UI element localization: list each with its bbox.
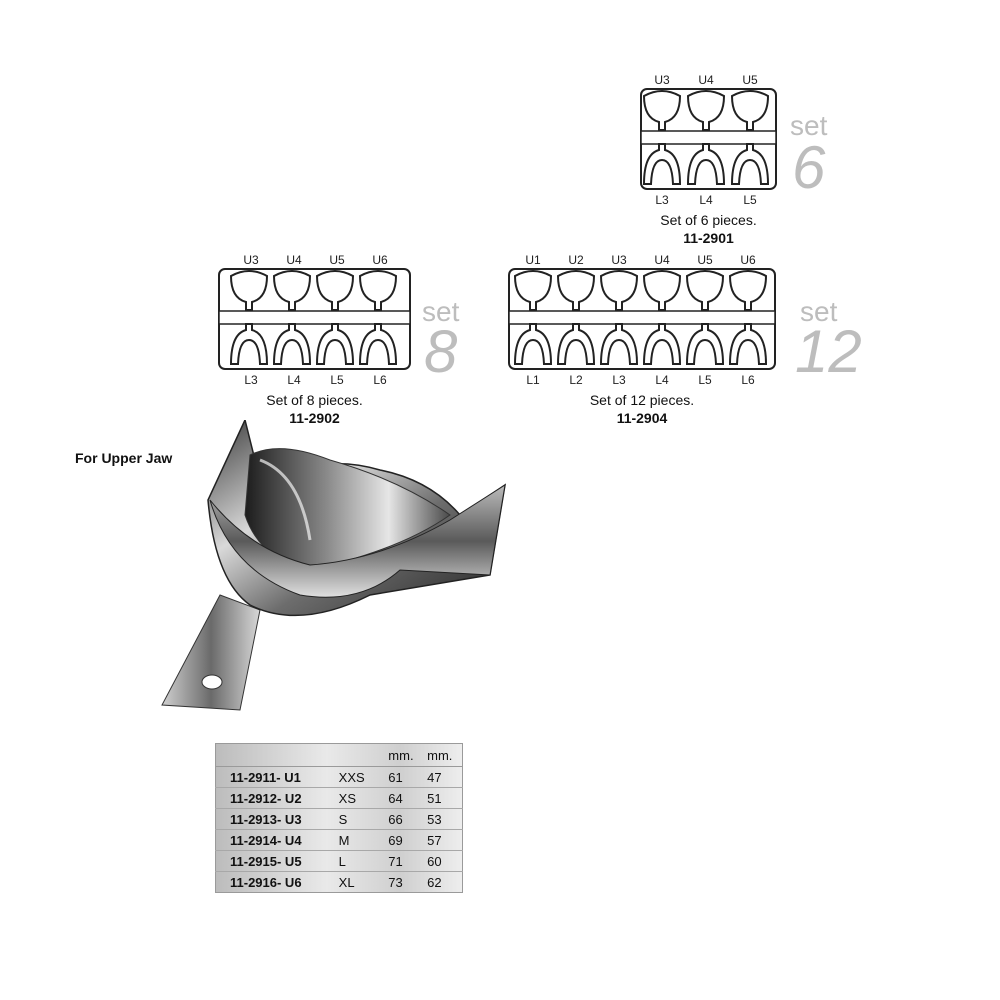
set-caption: Set of 6 pieces. (660, 212, 757, 228)
size-label-upper: U5 (697, 253, 713, 267)
table-cell-code: 11-2912- U2 (216, 788, 335, 809)
table-row (216, 851, 463, 872)
size-label-lower: L3 (612, 373, 626, 387)
set-12-case-illustration (508, 268, 776, 370)
table-header-row (216, 744, 463, 767)
table-cell-size: XXS (335, 767, 385, 788)
size-label-lower: L2 (569, 373, 583, 387)
table-cell-code: 11-2915- U5 (216, 851, 335, 872)
set-6-case (640, 88, 777, 190)
size-label-upper: U5 (329, 253, 345, 267)
size-label-lower: L5 (698, 373, 712, 387)
table-cell-mm-b: 47 (423, 767, 462, 788)
size-label-lower: L6 (373, 373, 387, 387)
size-label-lower: L4 (287, 373, 301, 387)
upper-jaw-title: For Upper Jaw (75, 450, 173, 466)
table-row (216, 809, 463, 830)
size-label-upper: U4 (286, 253, 302, 267)
table-cell-size: XL (338, 874, 355, 890)
size-label-upper: U5 (742, 73, 758, 87)
set-number: 12 (795, 318, 862, 385)
impression-tray-illustration (150, 420, 510, 720)
set-caption: Set of 12 pieces. (589, 392, 695, 408)
size-label-lower: L6 (741, 373, 755, 387)
size-label-lower: L3 (244, 373, 258, 387)
size-label-upper: U2 (568, 253, 584, 267)
table-row (216, 788, 463, 809)
set-word: set (790, 110, 828, 141)
set-word: set (800, 296, 838, 327)
table-cell-mm-b: 60 (423, 851, 462, 872)
size-label-upper: U3 (654, 73, 670, 87)
size-label-upper: U6 (372, 253, 388, 267)
table-cell-mm-b: 51 (423, 788, 462, 809)
table-cell-mm-a: 69 (384, 830, 423, 851)
table-cell-mm-b: 62 (427, 874, 442, 890)
table-cell-mm-b: 57 (423, 830, 462, 851)
size-label-upper: U6 (740, 253, 756, 267)
size-label-upper: U3 (611, 253, 627, 267)
set-number: 8 (424, 318, 458, 385)
set-code: 11-2904 (616, 410, 668, 426)
size-label-lower: L3 (655, 193, 669, 207)
table-header-cell: mm. (384, 744, 423, 767)
size-label-upper: U4 (654, 253, 670, 267)
set-word: set (422, 296, 460, 327)
table-cell-size: XS (335, 788, 385, 809)
size-label-lower: L4 (655, 373, 669, 387)
table-cell-code: 11-2914- U4 (216, 830, 335, 851)
table-cell-mm-b: 53 (423, 809, 462, 830)
table-cell-mm-a: 64 (384, 788, 423, 809)
table-cell-mm-a: 71 (384, 851, 423, 872)
table-row (216, 872, 463, 893)
set-code: 11-2901 (683, 230, 734, 246)
size-label-lower: L5 (743, 193, 757, 207)
size-label-lower: L1 (526, 373, 540, 387)
table-cell-size: S (335, 809, 385, 830)
set-8-case (218, 268, 411, 370)
upper-jaw-tray-image (150, 420, 510, 725)
table-cell-size: M (335, 830, 385, 851)
table-cell-mm-a: 73 (388, 874, 403, 890)
set-caption: Set of 8 pieces. (266, 392, 363, 408)
size-label-upper: U4 (698, 73, 714, 87)
table-cell-code: 11-2913- U3 (216, 809, 335, 830)
table-cell-size: L (335, 851, 385, 872)
set-code: 11-2902 (289, 410, 340, 426)
size-label-lower: L4 (699, 193, 713, 207)
set-6-case-illustration (640, 88, 777, 190)
table-cell-mm-a: 61 (384, 767, 423, 788)
table-cell-mm-a: 66 (384, 809, 423, 830)
set-number: 6 (792, 134, 826, 201)
table-row (216, 830, 463, 851)
spec-table (215, 743, 463, 893)
set-12-case (508, 268, 776, 370)
table-cell-code: 11-2911- U1 (216, 767, 335, 788)
size-label-upper: U1 (525, 253, 541, 267)
table-cell-code: 11-2916- U6 (230, 874, 302, 890)
table-header-cell: mm. (423, 744, 462, 767)
size-label-lower: L5 (330, 373, 344, 387)
table-row (216, 767, 463, 788)
table-header-cell (335, 744, 385, 767)
table-header-cell (216, 744, 335, 767)
set-8-case-illustration (218, 268, 411, 370)
size-label-upper: U3 (243, 253, 259, 267)
